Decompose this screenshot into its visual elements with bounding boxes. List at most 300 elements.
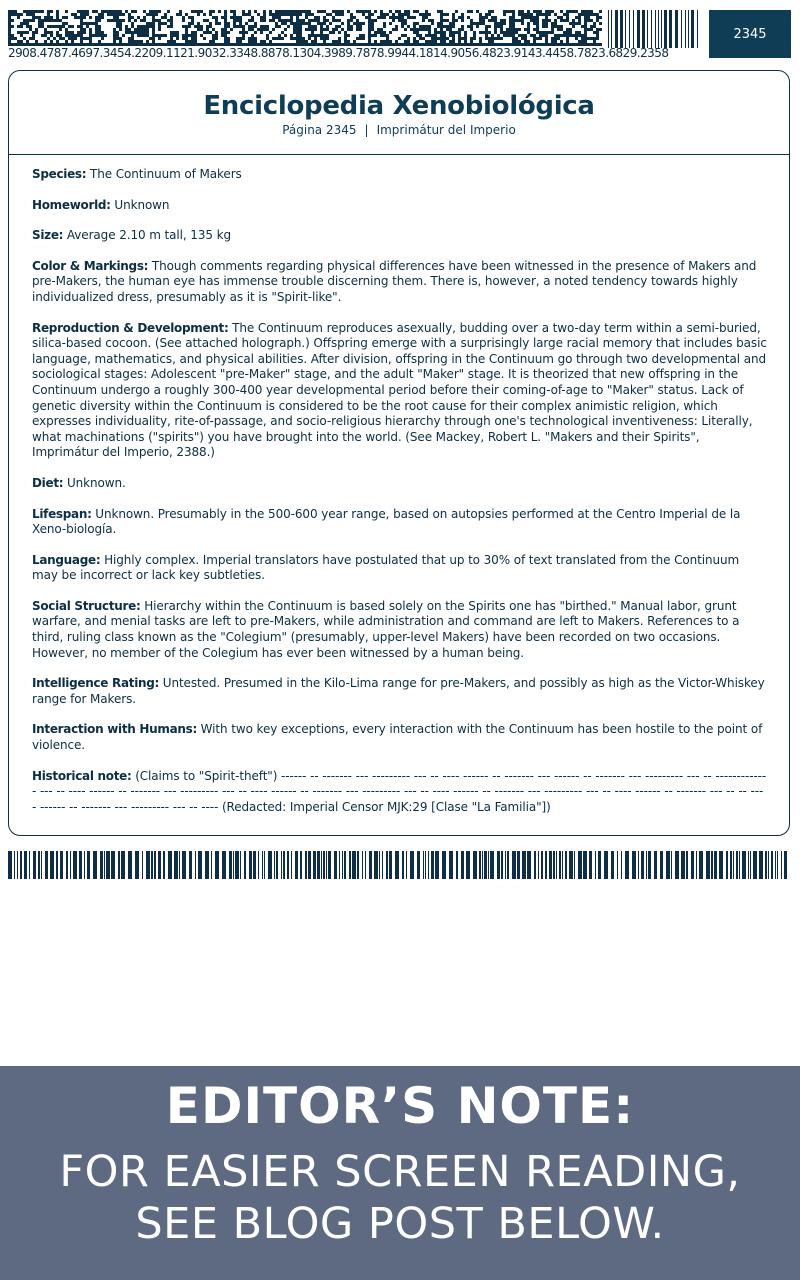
matrix-module	[470, 28, 473, 31]
matrix-module	[98, 28, 101, 31]
matrix-module	[80, 31, 83, 34]
matrix-module	[518, 40, 521, 43]
barcode-bar	[276, 851, 278, 879]
matrix-module	[140, 19, 143, 22]
barcode-bar	[142, 851, 143, 879]
matrix-module	[419, 13, 422, 16]
matrix-module	[161, 16, 164, 19]
matrix-module	[554, 34, 557, 37]
matrix-module	[473, 22, 476, 25]
matrix-module	[35, 10, 38, 13]
matrix-module	[425, 10, 428, 13]
matrix-module	[239, 37, 242, 40]
matrix-module	[131, 34, 134, 37]
matrix-module	[338, 10, 341, 13]
matrix-module	[317, 34, 320, 37]
matrix-module	[209, 25, 212, 28]
matrix-module	[584, 22, 587, 25]
matrix-module	[83, 28, 86, 31]
matrix-module	[395, 40, 398, 43]
matrix-module	[449, 40, 452, 43]
matrix-module	[509, 28, 512, 31]
barcode-bar	[611, 10, 612, 48]
matrix-module	[68, 37, 71, 40]
matrix-module	[467, 10, 470, 13]
matrix-module	[593, 13, 596, 16]
barcode-bar	[608, 10, 609, 48]
matrix-module	[530, 13, 533, 16]
matrix-module	[440, 19, 443, 22]
matrix-module	[443, 25, 446, 28]
matrix-module	[533, 40, 536, 43]
matrix-module	[293, 25, 296, 28]
barcode-bar	[323, 851, 325, 879]
matrix-module	[326, 19, 329, 22]
matrix-module	[482, 31, 485, 34]
barcode-bar	[215, 851, 219, 879]
barcode-bar	[382, 851, 383, 879]
barcode-bar	[512, 851, 516, 879]
entry-social-structure	[32, 599, 767, 661]
matrix-module	[224, 25, 227, 28]
matrix-module	[224, 16, 227, 19]
matrix-module	[233, 10, 236, 13]
barcode-bar	[379, 851, 380, 879]
matrix-module	[323, 37, 326, 40]
matrix-module	[347, 19, 350, 22]
matrix-module	[233, 22, 236, 25]
matrix-module	[488, 40, 491, 43]
matrix-module	[500, 28, 503, 31]
matrix-module	[236, 25, 239, 28]
matrix-module	[44, 28, 47, 31]
matrix-module	[425, 16, 428, 19]
barcode-bar	[719, 851, 723, 879]
matrix-module	[197, 22, 200, 25]
matrix-module	[560, 10, 563, 13]
matrix-module	[563, 19, 566, 22]
matrix-module	[368, 34, 371, 37]
matrix-module	[566, 28, 569, 31]
matrix-module	[8, 40, 11, 43]
matrix-module	[74, 34, 77, 37]
barcode-bar	[374, 851, 378, 879]
matrix-module	[563, 31, 566, 34]
matrix-module	[86, 37, 89, 40]
matrix-module	[221, 31, 224, 34]
matrix-module	[113, 16, 116, 19]
page-number-badge: 2345	[709, 10, 791, 58]
matrix-module	[275, 37, 278, 40]
matrix-module	[470, 19, 473, 22]
matrix-module	[206, 19, 209, 22]
matrix-module	[440, 13, 443, 16]
barcode-bar	[158, 851, 161, 879]
matrix-module	[134, 40, 137, 43]
barcode-bar	[60, 851, 63, 879]
matrix-module	[20, 25, 23, 28]
matrix-module	[89, 40, 92, 43]
matrix-module	[212, 10, 215, 13]
matrix-module	[347, 22, 350, 25]
matrix-module	[167, 25, 170, 28]
matrix-module	[191, 34, 194, 37]
matrix-module	[497, 37, 500, 40]
matrix-module	[323, 16, 326, 19]
matrix-module	[239, 16, 242, 19]
matrix-module	[353, 22, 356, 25]
matrix-module	[587, 37, 590, 40]
matrix-module	[419, 34, 422, 37]
matrix-module	[95, 22, 98, 25]
matrix-module	[509, 16, 512, 19]
matrix-module	[299, 19, 302, 22]
matrix-module	[398, 13, 401, 16]
matrix-module	[152, 10, 155, 13]
matrix-module	[521, 19, 524, 22]
matrix-module	[41, 25, 44, 28]
barcode-bar	[235, 851, 239, 879]
matrix-module	[176, 31, 179, 34]
matrix-module	[458, 28, 461, 31]
barcode-bar	[365, 851, 366, 879]
matrix-module	[470, 40, 473, 43]
matrix-module	[542, 34, 545, 37]
matrix-module	[545, 25, 548, 28]
matrix-module	[80, 34, 83, 37]
matrix-module	[209, 22, 212, 25]
matrix-module	[167, 10, 170, 13]
matrix-module	[152, 16, 155, 19]
matrix-module	[527, 10, 530, 13]
barcode-bar	[33, 851, 36, 879]
matrix-module	[344, 40, 347, 43]
matrix-module	[26, 19, 29, 22]
matrix-module	[377, 31, 380, 34]
matrix-module	[293, 37, 296, 40]
matrix-module	[452, 13, 455, 16]
matrix-module	[464, 31, 467, 34]
matrix-module	[53, 37, 56, 40]
matrix-module	[389, 10, 392, 13]
matrix-module	[455, 19, 458, 22]
matrix-module	[11, 34, 14, 37]
matrix-module	[422, 19, 425, 22]
matrix-module	[311, 19, 314, 22]
matrix-module	[560, 40, 563, 43]
matrix-module	[539, 37, 542, 40]
matrix-module	[242, 25, 245, 28]
matrix-module	[335, 40, 338, 43]
barcode-bar	[637, 10, 640, 48]
matrix-module	[296, 13, 299, 16]
entry-text: Though comments regarding physical differences have been witnessed in the presence of Makers and pre-Makers, the human eye has immense trouble discerning them. There is, however, a noted tendency towards highly individualized dress, presumably as it is "Spirit-like".	[32, 258, 757, 304]
matrix-module	[314, 40, 317, 43]
barcode-bar	[479, 851, 481, 879]
barcode-bar	[625, 851, 629, 879]
matrix-module	[65, 28, 68, 31]
matrix-module	[347, 25, 350, 28]
matrix-module	[566, 34, 569, 37]
matrix-module	[137, 40, 140, 43]
matrix-module	[587, 28, 590, 31]
matrix-module	[449, 28, 452, 31]
matrix-module	[80, 13, 83, 16]
matrix-module	[413, 40, 416, 43]
matrix-module	[545, 10, 548, 13]
barcode-bar	[79, 851, 82, 879]
matrix-module	[206, 28, 209, 31]
matrix-module	[119, 22, 122, 25]
matrix-module	[557, 25, 560, 28]
matrix-module	[188, 40, 191, 43]
barcode-bar	[14, 851, 15, 879]
matrix-module	[326, 25, 329, 28]
matrix-module	[581, 10, 584, 13]
matrix-module	[296, 37, 299, 40]
matrix-module	[473, 37, 476, 40]
matrix-module	[293, 10, 296, 13]
matrix-module	[512, 22, 515, 25]
data-matrix-strip	[8, 10, 700, 48]
barcode-bar	[20, 851, 22, 879]
matrix-module	[167, 40, 170, 43]
matrix-module	[92, 22, 95, 25]
matrix-module	[89, 37, 92, 40]
barcode-bar	[706, 851, 710, 879]
matrix-module	[83, 10, 86, 13]
matrix-module	[251, 34, 254, 37]
matrix-module	[527, 16, 530, 19]
matrix-module	[566, 10, 569, 13]
barcode-bar	[283, 851, 285, 879]
barcode-bar	[578, 851, 582, 879]
subtitle-publisher: Imprimátur del Imperio	[376, 123, 516, 137]
editors-note-banner	[0, 1066, 800, 1280]
entry-label: Color & Markings:	[32, 258, 149, 273]
matrix-module	[566, 19, 569, 22]
matrix-module	[422, 13, 425, 16]
matrix-module	[278, 10, 281, 13]
barcode-bar	[344, 851, 346, 879]
matrix-module	[422, 16, 425, 19]
matrix-module	[122, 13, 125, 16]
matrix-module	[47, 37, 50, 40]
matrix-module	[596, 16, 599, 19]
barcode-bar	[730, 851, 732, 879]
matrix-module	[479, 16, 482, 19]
barcode-bar	[466, 851, 470, 879]
barcode-bar	[671, 851, 672, 879]
matrix-module	[485, 31, 488, 34]
matrix-module	[215, 37, 218, 40]
matrix-module	[308, 10, 311, 13]
matrix-module	[356, 28, 359, 31]
matrix-module	[254, 22, 257, 25]
matrix-module	[224, 22, 227, 25]
matrix-module	[488, 25, 491, 28]
barcode-bar	[484, 851, 487, 879]
matrix-module	[182, 16, 185, 19]
barcode-bar	[501, 851, 503, 879]
matrix-module	[536, 28, 539, 31]
matrix-module	[503, 10, 506, 13]
matrix-module	[557, 34, 560, 37]
barcode-bar	[189, 851, 192, 879]
matrix-module	[485, 13, 488, 16]
matrix-module	[527, 22, 530, 25]
matrix-module	[509, 22, 512, 25]
matrix-module	[41, 34, 44, 37]
barcode-bar	[771, 851, 773, 879]
card-header	[9, 71, 789, 155]
matrix-module	[362, 34, 365, 37]
matrix-module	[8, 22, 11, 25]
matrix-module	[296, 25, 299, 28]
matrix-module	[512, 31, 515, 34]
matrix-module	[137, 16, 140, 19]
matrix-module	[392, 19, 395, 22]
barcode-bar	[389, 851, 392, 879]
matrix-module	[32, 10, 35, 13]
matrix-module	[158, 25, 161, 28]
matrix-module	[26, 13, 29, 16]
matrix-module	[566, 31, 569, 34]
matrix-module	[542, 31, 545, 34]
matrix-module	[56, 34, 59, 37]
matrix-module	[197, 25, 200, 28]
matrix-module	[152, 31, 155, 34]
matrix-module	[590, 19, 593, 22]
entry-text: Highly complex. Imperial translators have postulated that up to 30% of text translated from the Continuum may be incorrect or lack key subtleties.	[32, 552, 740, 583]
matrix-module	[59, 34, 62, 37]
matrix-module	[416, 28, 419, 31]
matrix-module	[191, 22, 194, 25]
matrix-module	[47, 19, 50, 22]
matrix-module	[326, 28, 329, 31]
matrix-module	[26, 25, 29, 28]
matrix-module	[65, 22, 68, 25]
matrix-module	[485, 37, 488, 40]
matrix-module	[533, 28, 536, 31]
matrix-module	[587, 10, 590, 13]
matrix-module	[569, 34, 572, 37]
barcode-bar	[428, 851, 429, 879]
barcode-bar	[111, 851, 115, 879]
matrix-module	[530, 19, 533, 22]
matrix-module	[206, 25, 209, 28]
matrix-module	[506, 28, 509, 31]
matrix-module	[578, 19, 581, 22]
matrix-module	[494, 28, 497, 31]
matrix-module	[533, 10, 536, 13]
matrix-module	[422, 28, 425, 31]
matrix-module	[41, 19, 44, 22]
matrix-module	[212, 40, 215, 43]
matrix-module	[263, 25, 266, 28]
matrix-module	[197, 28, 200, 31]
barcode-bar	[726, 851, 728, 879]
matrix-module	[527, 25, 530, 28]
matrix-module	[227, 25, 230, 28]
matrix-module	[8, 31, 11, 34]
matrix-module	[50, 40, 53, 43]
matrix-module	[143, 25, 146, 28]
matrix-module	[530, 34, 533, 37]
matrix-module	[326, 34, 329, 37]
matrix-module	[185, 31, 188, 34]
matrix-module	[110, 13, 113, 16]
matrix-module	[71, 34, 74, 37]
matrix-module	[440, 34, 443, 37]
matrix-module	[356, 19, 359, 22]
matrix-module	[134, 19, 137, 22]
matrix-module	[461, 13, 464, 16]
matrix-module	[323, 22, 326, 25]
matrix-module	[38, 10, 41, 13]
matrix-module	[56, 31, 59, 34]
barcode-bar	[638, 851, 639, 879]
matrix-module	[128, 16, 131, 19]
matrix-module	[203, 19, 206, 22]
matrix-module	[83, 13, 86, 16]
matrix-module	[374, 34, 377, 37]
matrix-module	[326, 37, 329, 40]
matrix-module	[317, 16, 320, 19]
matrix-module	[134, 28, 137, 31]
matrix-module	[278, 25, 281, 28]
matrix-module	[491, 34, 494, 37]
matrix-module	[374, 10, 377, 13]
matrix-module	[290, 19, 293, 22]
matrix-module	[299, 22, 302, 25]
matrix-module	[458, 34, 461, 37]
matrix-module	[248, 25, 251, 28]
matrix-module	[77, 16, 80, 19]
matrix-module	[590, 10, 593, 13]
entry-label: Size:	[32, 228, 64, 243]
entry-label: Intelligence Rating:	[32, 676, 160, 691]
matrix-module	[323, 19, 326, 22]
matrix-module	[485, 16, 488, 19]
matrix-module	[461, 25, 464, 28]
matrix-module	[86, 13, 89, 16]
matrix-module	[542, 25, 545, 28]
matrix-module	[221, 34, 224, 37]
barcode-bar	[274, 851, 275, 879]
matrix-module	[314, 16, 317, 19]
matrix-module	[89, 22, 92, 25]
matrix-module	[599, 22, 602, 25]
matrix-module	[50, 19, 53, 22]
matrix-module	[515, 19, 518, 22]
matrix-module	[59, 19, 62, 22]
matrix-module	[41, 22, 44, 25]
matrix-module	[77, 31, 80, 34]
matrix-module	[500, 31, 503, 34]
matrix-module	[563, 34, 566, 37]
matrix-module	[335, 13, 338, 16]
matrix-module	[512, 37, 515, 40]
matrix-module	[122, 34, 125, 37]
matrix-module	[380, 28, 383, 31]
matrix-module	[77, 25, 80, 28]
matrix-module	[413, 16, 416, 19]
matrix-module	[452, 34, 455, 37]
barcode-bar	[352, 851, 356, 879]
matrix-module	[425, 40, 428, 43]
matrix-module	[170, 40, 173, 43]
